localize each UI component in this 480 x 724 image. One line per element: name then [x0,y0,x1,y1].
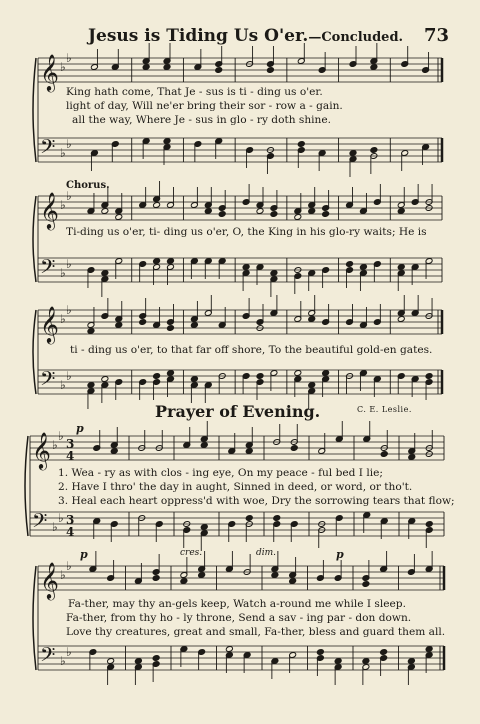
flat-sign-icon: ♭ [66,257,72,271]
note-head [218,211,226,218]
composer-credit: C. E. Leslie. [357,405,412,414]
note-head [134,658,142,665]
note-head [362,658,370,665]
flat-sign-icon: ♭ [52,520,58,534]
note-head [139,319,147,326]
flat-sign-icon: ♭ [58,429,64,443]
note-head [322,370,330,377]
chorus-lyric-line-1: Ti-ding us o'er, ti- ding us o'er, O, the King in his glo-ry waits; He is [66,226,427,238]
treble-clef-icon: 𝄞 [40,305,59,343]
note-head [245,515,253,522]
flat-sign-icon: ♭ [66,645,72,659]
note-head [153,258,161,265]
dynamic-piano-mid: p [336,548,344,561]
bass-clef-icon: 𝄢 [40,135,56,163]
note-head [190,322,198,329]
note-head [225,646,233,653]
refrain-lyric-3: Love thy creatures, great and small, Fa-ther, bless and guard them all. [66,626,446,638]
note-head [198,572,206,579]
bass-clef-icon: 𝄢 [40,255,56,283]
note-head [271,572,279,579]
title-suffix: —Concluded. [308,30,404,45]
time-signature-top: 3 [66,437,75,451]
note-head [370,64,378,71]
note-head [308,316,316,323]
note-head [362,581,370,588]
note-head [270,211,278,218]
note-head [408,454,416,461]
flat-sign-icon: ♭ [66,369,72,383]
note-head [425,521,433,528]
note-head [308,382,316,389]
note-head [380,451,388,458]
note-head [163,138,171,145]
note-head [380,649,388,656]
system-brace [33,566,36,670]
note-head [297,141,305,148]
note-head [425,646,433,653]
flat-sign-icon: ♭ [66,137,72,151]
bass-clef-icon: 𝄢 [40,367,56,395]
treble-clef-icon: 𝄞 [40,53,59,91]
verse-lyric-2: 2. Have I thro' the day in aught, Sinned in deed, or word, or tho't. [58,481,413,493]
note-head [87,382,95,389]
note-head [167,258,175,265]
note-head [322,211,330,218]
note-head [180,578,188,585]
time-signature-top: 3 [66,513,75,527]
flat-sign-icon: ♭ [66,303,72,317]
lyric-line-s1-v1: King hath come, That Je - sus is ti - ding us o'er. [66,86,323,98]
note-head [200,442,208,449]
note-head [397,208,405,215]
bass-clef-icon: 𝄢 [40,643,56,671]
note-head [294,370,302,377]
flat-sign-icon: ♭ [66,51,72,65]
flat-sign-icon: ♭ [60,654,66,668]
note-head [142,64,150,71]
treble-clef-icon: 𝄞 [40,561,59,599]
song2-title: Prayer of Evening. [155,402,321,421]
note-head [425,373,433,380]
note-head [87,328,95,335]
chorus-label: Chorus. [66,180,110,191]
flat-sign-icon: ♭ [66,559,72,573]
flat-sign-icon: ♭ [60,198,66,212]
note-head [167,370,175,377]
note-head [152,575,160,582]
verse-lyric-1: 1. Wea - ry as with clos - ing eye, On my peace - ful bed I lie; [58,467,383,479]
verse-lyric-3: 3. Heal each heart oppress'd with woe, Dry the sorrowing tears that flow; [58,495,455,507]
note-head [273,515,281,522]
song-title: Jesus is Tiding Us O'er. [88,26,309,46]
note-head [152,655,160,662]
note-head [242,264,250,271]
note-head [316,649,324,656]
note-head [270,270,278,277]
note-head [101,270,109,277]
flat-sign-icon: ♭ [52,438,58,452]
lyric-line-s1-v2: light of day, Will ne'er bring their sor - row a - gain. [66,100,343,112]
refrain-lyric-1: Fa-ther, may thy an-gels keep, Watch a-round me while I sleep. [68,598,406,610]
note-head [294,214,302,221]
note-head [256,373,264,380]
note-head [267,67,275,74]
dynamic-diminuendo: dim. [256,548,277,558]
system-brace [33,310,36,394]
note-head [115,214,123,221]
note-head [101,376,109,383]
note-head [153,373,161,380]
note-head [289,578,297,585]
flat-sign-icon: ♭ [60,378,66,392]
system-brace [25,436,28,536]
note-head [334,658,342,665]
flat-sign-icon: ♭ [60,60,66,74]
refrain-lyric-2: Fa-ther, from thy ho - ly throne, Send a sav - ing par - don down. [66,612,412,624]
flat-sign-icon: ♭ [58,511,64,525]
note-head [215,67,223,74]
note-head [163,64,171,71]
note-head [204,208,212,215]
page-number: 73 [424,25,450,46]
flat-sign-icon: ♭ [60,568,66,582]
note-head [245,448,253,455]
flat-sign-icon: ♭ [60,146,66,160]
note-head [153,202,161,209]
note-head [107,658,115,665]
treble-clef-icon: 𝄞 [40,191,59,229]
note-head [370,147,378,154]
note-head [308,208,316,215]
treble-clef-icon: 𝄞 [32,431,51,469]
note-head [101,208,109,215]
lyric-line-s1-v3: all the way, Where Je - sus in glo - ry doth shine. [72,114,332,126]
note-head [200,524,208,531]
note-head [407,658,415,665]
note-head [167,325,175,332]
note-head [290,445,298,452]
time-signature-bottom: 4 [66,525,75,539]
dynamic-piano-refrain: p [80,548,88,561]
note-head [110,448,118,455]
note-head [397,316,405,323]
dynamic-crescendo: cres. [180,548,203,558]
system-brace [33,58,36,162]
note-head [115,322,123,329]
system-brace [33,196,36,282]
bass-clef-icon: 𝄢 [32,509,48,537]
time-signature-bottom: 4 [66,449,75,463]
flat-sign-icon: ♭ [60,266,66,280]
note-head [190,376,198,383]
note-head [349,150,357,157]
note-head [360,264,368,271]
note-head [256,208,264,215]
chorus-lyric-line-2: ti - ding us o'er, to that far off shore, To the beautiful gold-en gates. [70,344,433,356]
dynamic-piano-verse: p [76,422,84,435]
note-head [346,261,354,268]
note-head [397,264,405,271]
flat-sign-icon: ♭ [60,312,66,326]
flat-sign-icon: ♭ [66,189,72,203]
